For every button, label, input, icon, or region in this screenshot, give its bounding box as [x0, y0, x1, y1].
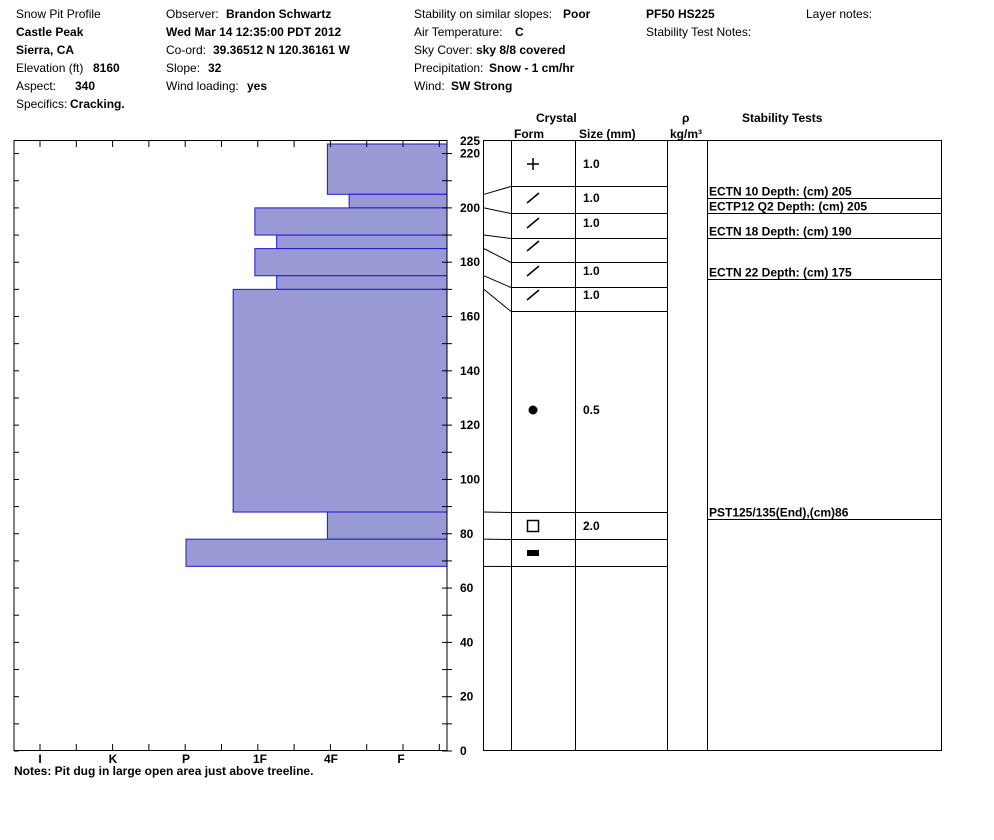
stability-test-label: ECTP12 Q2 Depth: (cm) 205 [709, 199, 868, 214]
form-header: Form [514, 127, 544, 141]
crystal-slash-icon [527, 241, 539, 251]
crystal-rect-icon [527, 550, 539, 556]
height-tick-label: 100 [460, 472, 481, 487]
region-name: Sierra, CA [16, 43, 75, 57]
wind-label: Wind: [414, 79, 445, 93]
elevation-label: Elevation (ft) [16, 61, 84, 75]
stability-test-label: PST125/135(End),(cm)86 [709, 505, 849, 520]
location-name: Castle Peak [16, 25, 84, 39]
hardness-tick-label: P [181, 752, 191, 766]
stability-test-label: ECTN 22 Depth: (cm) 175 [709, 265, 852, 280]
aspect-label: Aspect: [16, 79, 57, 93]
layer-notes-label: Layer notes: [806, 7, 873, 21]
crystal-table-border [484, 141, 708, 751]
hardness-bars [186, 144, 447, 566]
hardness-bar [349, 194, 447, 208]
slope-label: Slope: [166, 61, 201, 75]
coord-value: 39.36512 N 120.36161 W [213, 43, 350, 57]
crystal-size-value: 1.0 [583, 216, 600, 230]
height-tick-label: 220 [460, 146, 481, 161]
hardness-tick-label: 1F [252, 752, 268, 766]
crystal-size-value: 2.0 [583, 519, 600, 533]
hardness-tick-label: F [397, 752, 405, 766]
slope-value: 32 [208, 61, 222, 75]
stability-test-label: ECTN 10 Depth: (cm) 205 [709, 184, 852, 199]
observer-label: Observer: [166, 7, 219, 21]
coord-label: Co-ord: [166, 43, 207, 57]
height-tick-label: 160 [460, 309, 481, 324]
stability-tests-header: Stability Tests [742, 111, 823, 125]
height-tick-label: 120 [460, 418, 481, 433]
wind-loading-value: yes [247, 79, 268, 93]
crystal-header: Crystal [536, 111, 577, 125]
specifics-value: Cracking. [70, 97, 125, 111]
crystal-size-value: 1.0 [583, 264, 600, 278]
height-tick-label: 20 [460, 689, 474, 704]
stability-label: Stability on similar slopes: [414, 7, 553, 21]
precipitation-label: Precipitation: [414, 61, 484, 75]
crystal-slash-icon [527, 218, 539, 228]
wind-loading-label: Wind loading: [166, 79, 239, 93]
stability-value: Poor [563, 7, 591, 21]
height-tick-label: 0 [460, 744, 467, 758]
precipitation-value: Snow - 1 cm/hr [489, 61, 575, 75]
layer-connector [484, 187, 511, 195]
height-tick-label: 225 [460, 134, 481, 148]
hardness-bar [327, 512, 447, 539]
wind-value: SW Strong [451, 79, 513, 93]
height-tick-label: 180 [460, 255, 481, 270]
aspect-value: 340 [75, 79, 96, 93]
crystal-size-value: 1.0 [583, 288, 600, 302]
stability-test-label: ECTN 18 Depth: (cm) 190 [709, 224, 852, 239]
density-unit-header: kg/m³ [670, 127, 703, 141]
height-tick-label: 40 [460, 635, 474, 650]
crystal-square-icon [528, 521, 539, 532]
crystal-size-value: 0.5 [583, 403, 600, 417]
stability-notes-label: Stability Test Notes: [646, 25, 752, 39]
crystal-slash-icon [527, 193, 539, 203]
elevation-value: 8160 [93, 61, 120, 75]
pit-notes: Notes: Pit dug in large open area just above treeline. [14, 764, 314, 778]
crystal-size-value: 1.0 [583, 157, 600, 171]
hardness-bar [186, 539, 447, 566]
hardness-bar [255, 208, 447, 235]
crystal-slash-icon [527, 290, 539, 300]
stability-tests-list [707, 185, 941, 520]
observer-value: Brandon Schwartz [226, 7, 332, 21]
hardness-tick-label: K [108, 752, 118, 766]
size-header: Size (mm) [579, 127, 636, 141]
hardness-bar [233, 289, 447, 512]
rho-header: ρ [682, 111, 690, 125]
hardness-bar [327, 144, 447, 194]
specifics-label: Specifics: [16, 97, 68, 111]
layer-connector [484, 289, 511, 311]
observation-datetime: Wed Mar 14 12:35:00 PDT 2012 [166, 25, 342, 39]
crystal-slash-icon [527, 266, 539, 276]
air-temp-label: Air Temperature: [414, 25, 503, 39]
hardness-tick-label: 4F [323, 752, 339, 766]
sky-cover-label: Sky Cover: [414, 43, 473, 57]
hardness-tick-label: I [38, 752, 42, 766]
layer-connector [484, 208, 511, 214]
height-tick-label: 80 [460, 526, 474, 541]
layer-connector [484, 276, 511, 288]
pf-hs-value: PF50 HS225 [646, 7, 715, 21]
hardness-bar [255, 249, 447, 276]
layer-connector [484, 235, 511, 238]
air-temp-value: C [515, 25, 524, 39]
height-tick-label: 60 [460, 581, 474, 596]
sky-cover-value: sky 8/8 covered [476, 43, 566, 57]
hardness-bar [277, 276, 447, 290]
hardness-bar [277, 235, 447, 249]
height-tick-label: 200 [460, 200, 481, 215]
height-tick-label: 140 [460, 363, 481, 378]
layer-connector [484, 249, 511, 263]
profile-title: Snow Pit Profile [16, 7, 101, 21]
crystal-dot-icon [529, 406, 538, 415]
crystal-size-value: 1.0 [583, 191, 600, 205]
